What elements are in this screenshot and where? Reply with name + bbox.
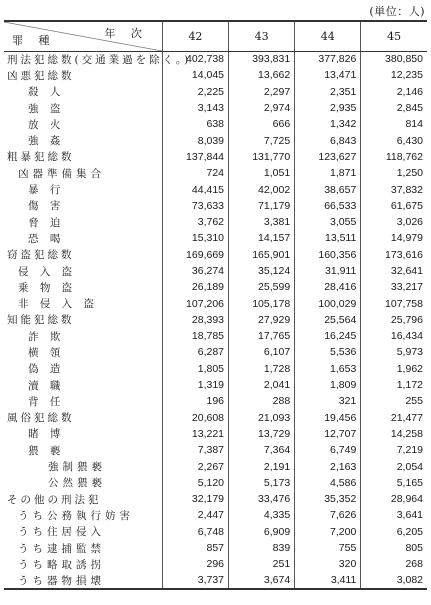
value-cell-45: 14,979 <box>361 230 427 246</box>
row-label: うち公務執行妨害 <box>18 509 134 522</box>
value-cell-45: 6,205 <box>361 524 427 540</box>
row-label: 脅 迫 <box>28 216 65 229</box>
value-cell-45: 7,219 <box>361 442 427 458</box>
value-cell-44: 31,911 <box>295 263 361 279</box>
value-cell-43: 21,093 <box>229 410 295 426</box>
row-label: 猥 褻 <box>28 444 65 457</box>
value-cell-44: 2,935 <box>295 100 361 116</box>
value-cell-44: 1,809 <box>295 377 361 393</box>
table-row <box>4 524 427 540</box>
value-cell-45: 380,850 <box>361 51 427 67</box>
value-cell-42: 26,189 <box>162 279 228 295</box>
row-label: 強 姦 <box>28 135 65 148</box>
value-cell-45: 32,641 <box>361 263 427 279</box>
value-cell-45: 28,964 <box>361 491 427 507</box>
table-row <box>4 556 427 572</box>
value-cell-43: 6,107 <box>229 344 295 360</box>
value-cell-45: 2,146 <box>361 84 427 100</box>
value-cell-42: 73,633 <box>162 198 228 214</box>
value-cell-45: 107,758 <box>361 295 427 311</box>
table-row <box>4 393 427 409</box>
value-cell-42: 8,039 <box>162 132 228 148</box>
crime-statistics-table <box>4 20 427 590</box>
table-row <box>4 247 427 263</box>
value-cell-42: 28,393 <box>162 312 228 328</box>
table-row <box>4 230 427 246</box>
value-cell-43: 131,770 <box>229 149 295 165</box>
value-cell-42: 2,267 <box>162 458 228 474</box>
table-row <box>4 507 427 523</box>
row-label: 強 盗 <box>28 102 65 115</box>
value-cell-44: 7,200 <box>295 524 361 540</box>
row-label: 粗暴犯総数 <box>7 151 75 164</box>
value-cell-44: 16,245 <box>295 328 361 344</box>
value-cell-43: 393,831 <box>229 51 295 67</box>
value-cell-42: 196 <box>162 393 228 409</box>
value-cell-42: 6,287 <box>162 344 228 360</box>
value-cell-44: 5,536 <box>295 344 361 360</box>
table-row <box>4 116 427 132</box>
value-cell-42: 1,805 <box>162 361 228 377</box>
row-label: 恐 喝 <box>28 232 65 245</box>
row-label: 殺 人 <box>28 86 65 99</box>
value-cell-44: 755 <box>295 540 361 556</box>
row-label: その他の刑法犯 <box>7 493 102 506</box>
value-cell-45: 268 <box>361 556 427 572</box>
value-cell-43: 2,041 <box>229 377 295 393</box>
value-cell-43: 71,179 <box>229 198 295 214</box>
value-cell-43: 2,974 <box>229 100 295 116</box>
row-label: 窃盗犯総数 <box>7 249 75 262</box>
row-label: 知能犯総数 <box>7 314 75 327</box>
value-cell-45: 1,250 <box>361 165 427 181</box>
row-label: 傷 害 <box>28 200 65 213</box>
value-cell-45: 16,434 <box>361 328 427 344</box>
row-label: 暴 行 <box>28 184 65 197</box>
corner-label-crime-type: 罪 種 <box>12 33 56 47</box>
table-row <box>4 475 427 491</box>
value-cell-42: 107,206 <box>162 295 228 311</box>
table-row <box>4 279 427 295</box>
value-cell-44: 38,657 <box>295 181 361 197</box>
table-row <box>4 100 427 116</box>
value-cell-42: 724 <box>162 165 228 181</box>
value-cell-45: 173,616 <box>361 247 427 263</box>
value-cell-45: 5,973 <box>361 344 427 360</box>
value-cell-43: 165,901 <box>229 247 295 263</box>
value-cell-42: 402,738 <box>162 51 228 67</box>
value-cell-44: 2,163 <box>295 458 361 474</box>
value-cell-44: 1,871 <box>295 165 361 181</box>
table-row <box>4 377 427 393</box>
value-cell-42: 13,221 <box>162 426 228 442</box>
value-cell-44: 160,356 <box>295 247 361 263</box>
row-label: 凶器準備集合 <box>18 167 105 180</box>
table-row <box>4 84 427 100</box>
row-label: 賭 博 <box>28 428 65 441</box>
table-row <box>4 165 427 181</box>
value-cell-45: 33,217 <box>361 279 427 295</box>
table-row <box>4 295 427 311</box>
value-cell-42: 3,762 <box>162 214 228 230</box>
value-cell-45: 1,172 <box>361 377 427 393</box>
table-row <box>4 573 427 589</box>
value-cell-42: 1,319 <box>162 377 228 393</box>
value-cell-43: 17,765 <box>229 328 295 344</box>
value-cell-43: 7,364 <box>229 442 295 458</box>
value-cell-44: 25,564 <box>295 312 361 328</box>
row-label: 放 火 <box>28 118 65 131</box>
year-header-43: 43 <box>229 21 295 51</box>
table-body <box>4 51 427 589</box>
table-row <box>4 458 427 474</box>
row-label: 非 侵 入 盗 <box>18 298 99 311</box>
row-label: 公然猥褻 <box>48 477 106 490</box>
value-cell-44: 6,843 <box>295 132 361 148</box>
value-cell-42: 32,179 <box>162 491 228 507</box>
table-row <box>4 361 427 377</box>
table-row <box>4 214 427 230</box>
year-header-44: 44 <box>295 21 361 51</box>
value-cell-44: 1,653 <box>295 361 361 377</box>
row-label: 偽 造 <box>28 363 65 376</box>
table-row <box>4 181 427 197</box>
value-cell-43: 4,335 <box>229 507 295 523</box>
row-label: 凶悪犯総数 <box>7 69 75 82</box>
value-cell-43: 13,662 <box>229 67 295 83</box>
value-cell-43: 105,178 <box>229 295 295 311</box>
value-cell-43: 14,157 <box>229 230 295 246</box>
table-row <box>4 263 427 279</box>
value-cell-44: 66,533 <box>295 198 361 214</box>
value-cell-45: 5,165 <box>361 475 427 491</box>
value-cell-44: 13,511 <box>295 230 361 246</box>
table-row <box>4 67 427 83</box>
value-cell-44: 6,749 <box>295 442 361 458</box>
year-header-42: 42 <box>162 21 228 51</box>
value-cell-42: 20,608 <box>162 410 228 426</box>
value-cell-45: 814 <box>361 116 427 132</box>
table-row <box>4 149 427 165</box>
value-cell-42: 3,143 <box>162 100 228 116</box>
value-cell-43: 5,173 <box>229 475 295 491</box>
value-cell-45: 14,258 <box>361 426 427 442</box>
corner-label-year: 年 次 <box>104 27 148 40</box>
value-cell-43: 251 <box>229 556 295 572</box>
value-cell-42: 15,310 <box>162 230 228 246</box>
value-cell-44: 35,352 <box>295 491 361 507</box>
value-cell-44: 3,055 <box>295 214 361 230</box>
row-label: 風俗犯総数 <box>7 412 75 425</box>
row-label: うち器物損壊 <box>4 573 162 589</box>
row-label: 詐 欺 <box>28 330 65 343</box>
value-cell-45: 12,235 <box>361 67 427 83</box>
row-label: 背 任 <box>28 395 65 408</box>
table-row <box>4 491 427 507</box>
value-cell-44: 100,029 <box>295 295 361 311</box>
value-cell-45: 37,832 <box>361 181 427 197</box>
value-cell-42: 14,045 <box>162 67 228 83</box>
value-cell-45: 805 <box>361 540 427 556</box>
value-cell-42: 2,225 <box>162 84 228 100</box>
row-label: うち逮捕監禁 <box>18 542 105 555</box>
value-cell-44: 13,471 <box>295 67 361 83</box>
value-cell-42: 18,785 <box>162 328 228 344</box>
row-label: 横 領 <box>28 346 65 359</box>
value-cell-42: 7,387 <box>162 442 228 458</box>
value-cell-44: 19,456 <box>295 410 361 426</box>
value-cell-45: 3,641 <box>361 507 427 523</box>
value-cell-43: 35,124 <box>229 263 295 279</box>
value-cell-42: 857 <box>162 540 228 556</box>
row-label: 瀆 職 <box>28 379 65 392</box>
value-cell-43: 27,929 <box>229 312 295 328</box>
value-cell-45: 6,430 <box>361 132 427 148</box>
value-cell-42: 44,415 <box>162 181 228 197</box>
value-cell-45: 255 <box>361 393 427 409</box>
value-cell-44: 7,626 <box>295 507 361 523</box>
value-cell-45: 2,054 <box>361 458 427 474</box>
value-cell-42: 137,844 <box>162 149 228 165</box>
row-label: 乗 物 盗 <box>18 281 77 294</box>
table-row <box>4 312 427 328</box>
table-row <box>4 51 427 67</box>
table-row <box>4 198 427 214</box>
value-cell-42: 36,274 <box>162 263 228 279</box>
table-row <box>4 328 427 344</box>
value-cell-43: 3,674 <box>229 573 295 589</box>
value-cell-45: 61,675 <box>361 198 427 214</box>
table-row <box>4 540 427 556</box>
value-cell-43: 13,729 <box>229 426 295 442</box>
value-cell-43: 7,725 <box>229 132 295 148</box>
value-cell-43: 33,476 <box>229 491 295 507</box>
table-row <box>4 410 427 426</box>
value-cell-44: 1,342 <box>295 116 361 132</box>
value-cell-43: 2,297 <box>229 84 295 100</box>
value-cell-42: 638 <box>162 116 228 132</box>
value-cell-43: 1,728 <box>229 361 295 377</box>
value-cell-44: 3,411 <box>295 573 361 589</box>
value-cell-42: 2,447 <box>162 507 228 523</box>
value-cell-45: 1,962 <box>361 361 427 377</box>
row-label: うち住居侵入 <box>18 526 105 539</box>
value-cell-43: 1,051 <box>229 165 295 181</box>
table-row <box>4 132 427 148</box>
value-cell-44: 320 <box>295 556 361 572</box>
value-cell-44: 2,351 <box>295 84 361 100</box>
value-cell-43: 25,599 <box>229 279 295 295</box>
value-cell-42: 169,669 <box>162 247 228 263</box>
row-label: うち略取誘拐 <box>18 558 105 571</box>
value-cell-42: 6,748 <box>162 524 228 540</box>
value-cell-44: 321 <box>295 393 361 409</box>
table-row <box>4 442 427 458</box>
value-cell-42: 3,737 <box>162 573 228 589</box>
value-cell-43: 2,191 <box>229 458 295 474</box>
value-cell-44: 123,627 <box>295 149 361 165</box>
value-cell-43: 666 <box>229 116 295 132</box>
table-row <box>4 344 427 360</box>
value-cell-45: 25,796 <box>361 312 427 328</box>
value-cell-44: 4,586 <box>295 475 361 491</box>
value-cell-44: 12,707 <box>295 426 361 442</box>
value-cell-44: 28,416 <box>295 279 361 295</box>
row-label: 刑法犯総数(交通業過を除く。) <box>7 53 192 66</box>
row-label: 強制猥褻 <box>48 461 106 474</box>
value-cell-45: 2,845 <box>361 100 427 116</box>
value-cell-43: 3,381 <box>229 214 295 230</box>
value-cell-44: 377,826 <box>295 51 361 67</box>
value-cell-45: 3,082 <box>361 573 427 589</box>
value-cell-45: 21,477 <box>361 410 427 426</box>
value-cell-42: 5,120 <box>162 475 228 491</box>
value-cell-42: 296 <box>162 556 228 572</box>
header-corner-cell <box>4 21 162 51</box>
value-cell-43: 6,909 <box>229 524 295 540</box>
unit-note: (単位：人) <box>369 5 425 18</box>
value-cell-45: 118,762 <box>361 149 427 165</box>
row-label: 侵 入 盗 <box>18 265 77 278</box>
table-header <box>4 21 427 51</box>
value-cell-43: 42,002 <box>229 181 295 197</box>
table-row <box>4 426 427 442</box>
value-cell-45: 3,026 <box>361 214 427 230</box>
year-header-45: 45 <box>361 21 427 51</box>
value-cell-43: 288 <box>229 393 295 409</box>
value-cell-43: 839 <box>229 540 295 556</box>
